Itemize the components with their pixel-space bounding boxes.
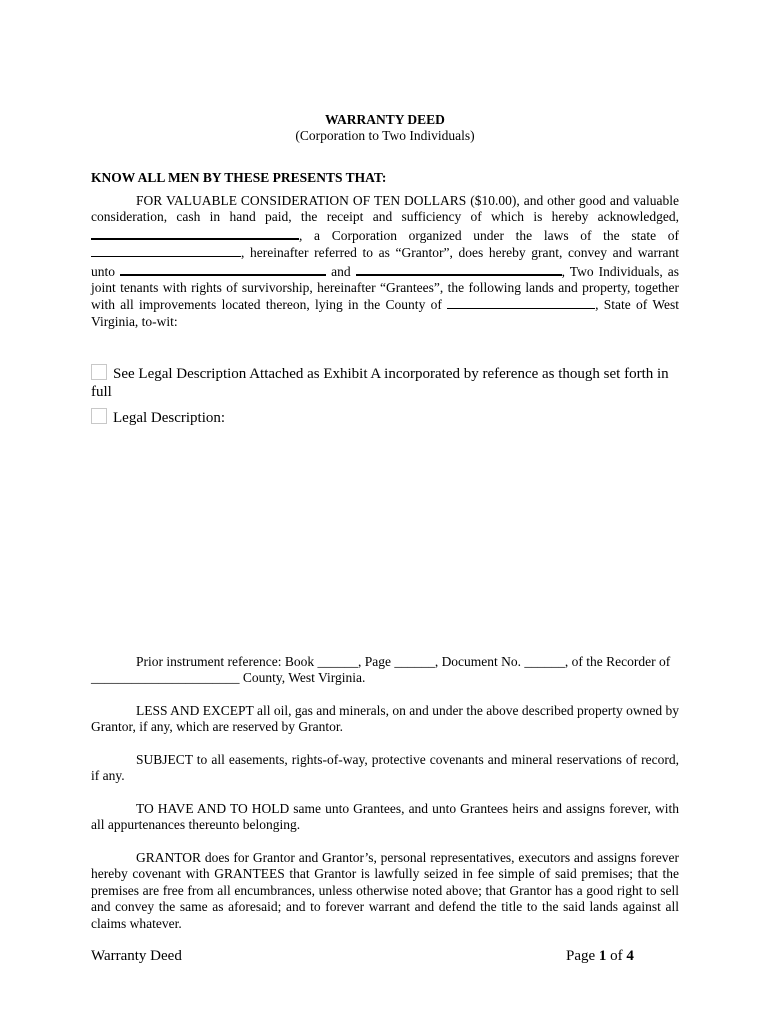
grantor-covenant-paragraph: GRANTOR does for Grantor and Grantor’s, personal representatives, executors and assigns forever hereby covenant with GRANTEES that Grantor is lawfully seized in fee simple of said premises; that the premises are free from all encumbrances, unless otherwise noted above; that Grantor has a good right to sell and convey the same as aforesaid; and to forever warrant and defend the title to the said lands against all claims whatever. <box>91 850 679 931</box>
state-of-incorporation-field[interactable] <box>91 244 241 257</box>
county-field[interactable] <box>447 296 595 309</box>
section-heading: KNOW ALL MEN BY THESE PRESENTS THAT: <box>91 170 387 185</box>
prior-instrument-line1: Prior instrument reference: Book ______, Page ______, Document No. ______, of the Recorder of <box>136 654 671 669</box>
legal-description-label: Legal Description: <box>113 410 226 426</box>
exhibit-option[interactable] <box>91 364 681 401</box>
grantee-1-field[interactable] <box>120 262 326 276</box>
footer-page-of: of <box>610 948 623 964</box>
and-text: and <box>331 263 351 279</box>
exhibit-option-label: See Legal Description Attached as Exhibit A incorporated by reference as though set forth in full <box>91 366 669 400</box>
legal-description-checkbox[interactable] <box>91 408 107 424</box>
footer-page-number <box>566 948 634 965</box>
consideration-paragraph <box>91 193 679 330</box>
less-except-paragraph: LESS AND EXCEPT all oil, gas and minerals, on and under the above described property owned by Grantor, if any, which are reserved by Grantor. <box>91 703 679 735</box>
document-title: WARRANTY DEED <box>325 112 445 127</box>
unto-text: unto <box>91 263 116 279</box>
subject-paragraph: SUBJECT to all easements, rights-of-way, protective covenants and mineral reservations of record, if any. <box>91 752 679 784</box>
prior-instrument-line2: ______________________ County, West Virginia. <box>91 670 366 686</box>
grantor-text: , hereinafter referred to as “Grantor”, does hereby grant, convey and warrant <box>241 245 679 261</box>
consideration-line1: FOR VALUABLE CONSIDERATION OF TEN DOLLARS ($10.00), and other good and valuable consideration, cash in hand paid, the receipt and sufficiency of which is hereby acknowledged, <box>91 193 679 225</box>
grantee-2-field[interactable] <box>356 262 562 276</box>
footer-total-pages: 4 <box>626 948 634 964</box>
to-have-paragraph: TO HAVE AND TO HOLD same unto Grantees, and unto Grantees heirs and assigns forever, with all appurtenances thereunto belonging. <box>91 801 679 833</box>
document-subtitle: (Corporation to Two Individuals) <box>295 128 475 143</box>
footer-document-name: Warranty Deed <box>91 948 182 964</box>
two-individuals-text: , Two Individuals, as joint tenants with rights of survivorship, hereinafter “Grantees”, the following lands and property, together with all improvements located thereon, lying in the County of <box>91 263 679 313</box>
footer-page-prefix: Page <box>566 948 596 964</box>
footer-current-page: 1 <box>598 948 607 964</box>
state-text: , State of West Virginia, to-wit: <box>91 297 679 329</box>
exhibit-checkbox[interactable] <box>91 364 107 380</box>
corp-text: , a Corporation organized under the laws of the state of <box>299 227 679 243</box>
prior-instrument-paragraph <box>91 654 679 687</box>
corporation-name-field[interactable] <box>91 226 299 240</box>
legal-description-option[interactable] <box>91 408 681 427</box>
